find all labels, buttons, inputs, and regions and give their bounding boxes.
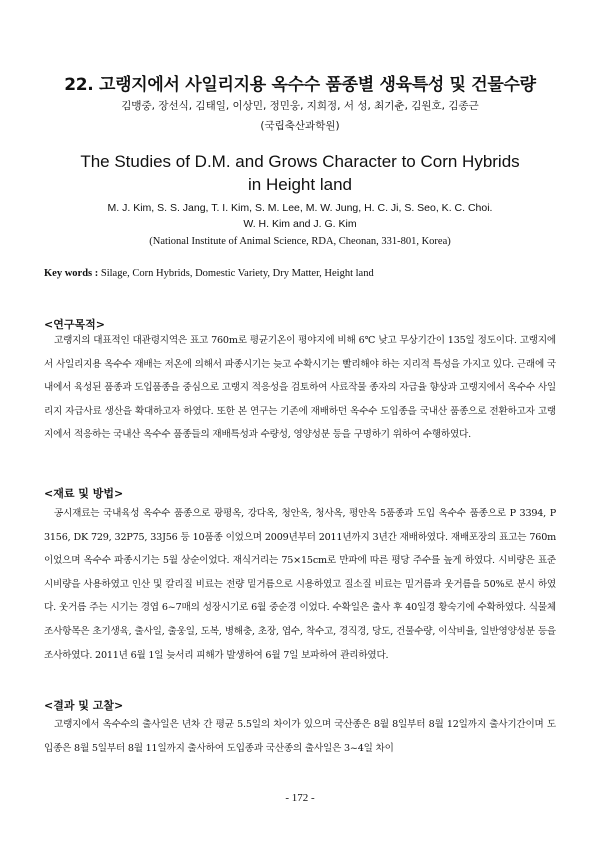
- keywords-label: Key words :: [44, 268, 99, 279]
- paragraph-results: 고랭지에서 옥수수의 출사일은 년차 간 평균 5.5일의 차이가 있으며 국산종은 8월 8일부터 8월 12일까지 출사기간이며 도입종은 8월 5일부터 8월 11일까지 출사하여 도입종과 국산종의 출사일은 3~4일 차이: [44, 719, 556, 754]
- english-title-line-2: in Height land: [248, 175, 352, 194]
- english-affiliation: (National Institute of Animal Science, RDA, Cheonan, 331-801, Korea): [149, 236, 451, 247]
- english-authors-line-1: M. J. Kim, S. S. Jang, T. I. Kim, S. M. Lee, M. W. Jung, H. C. Ji, S. Seo, K. C. Choi.: [107, 202, 493, 214]
- english-title: [40, 150, 560, 196]
- page-number: - 172 -: [285, 792, 315, 804]
- korean-title: 22. 고랭지에서 사일리지용 옥수수 품종별 생육특성 및 건물수량: [64, 75, 536, 95]
- section-body-results: [44, 713, 556, 760]
- section-heading-methods: <재료 및 방법>: [44, 487, 124, 500]
- keywords-text: Silage, Corn Hybrids, Domestic Variety, Dry Matter, Height land: [100, 268, 374, 279]
- keywords: [44, 268, 564, 279]
- english-title-line-1: The Studies of D.M. and Grows Character to Corn Hybrids: [80, 152, 520, 171]
- korean-authors: 김맹중, 장선식, 김태일, 이상민, 정민웅, 지희정, 서 성, 최기춘, 김원호, 김종근: [121, 100, 479, 112]
- korean-affiliation: (국립축산과학원): [260, 120, 340, 132]
- english-authors: [40, 200, 560, 232]
- paragraph-objective: 고랭지의 대표적인 대관령지역은 표고 760m로 평균기온이 평야지에 비해 6℃ 낮고 무상기간이 135일 정도이다. 고랭지에서 사일리지용 옥수수 재배는 저온에 의해서 파종시기는 늦고 수확시기는 빨리해야 하는 지리적 특성을 가지고 있다. 근래에 국내에서 육성된 품종과 도입품종을 중심으로 고랭지 적응성을 검토하여 사료작물 종자의 자급율 향상과 고랭지에서 옥수수 사일리지 자급사료 생산을 확대하고자 하였다. 또한 본 연구는 기존에 재배하던 옥수수 도입종을 국내산 품종으로 전환하고자 고랭지에서 적응하는 국내산 옥수수 품종들의 재배특성과 수량성, 영양성분 등을 구명하기 위하여 수행하였다.: [44, 335, 556, 441]
- english-authors-line-2: W. H. Kim and J. G. Kim: [243, 218, 357, 230]
- section-heading-results: <결과 및 고찰>: [44, 699, 124, 712]
- paragraph-methods: 공시재료는 국내육성 옥수수 품종으로 광평옥, 강다옥, 청안옥, 청사옥, 평안옥 5품종과 도입 옥수수 품종으로 P 3394, P 3156, DK 729, 32P75, 33J56 등 10품종 이었으며 2009년부터 2011년까지 3년간 재배하였다. 재배포장의 표고는 760m 이었으며 옥수수 파종시기는 5월 상순이었다. 재식거리는 75×15cm로 만파에 따른 평당 주수를 높게 하였다. 시비량은 표준시비량을 사용하였고 인산 및 칼리질 비료는 전량 밑거름으로 시용하였고 질소질 비료는 밑거름과 웃거름을 50%로 분시 하였다. 웃거름 주는 시기는 경엽 6~7매의 성장시기로 6월 중순경 이었다. 수확일은 출사 후 40일경 황숙기에 수확하였다. 식물체 조사항목은 초기생육, 출사일, 출웅일, 도복, 병해충, 초장, 엽수, 착수고, 경직경, 당도, 건물수량, 이삭비율, 일반영양성분 등을 조사하였다. 2011년 6월 1일 늦서리 피해가 발생하여 6월 7일 보파하여 관리하였다.: [44, 508, 556, 661]
- section-body-methods: [44, 502, 556, 667]
- section-heading-objective: <연구목적>: [44, 318, 105, 331]
- section-body-objective: [44, 329, 556, 447]
